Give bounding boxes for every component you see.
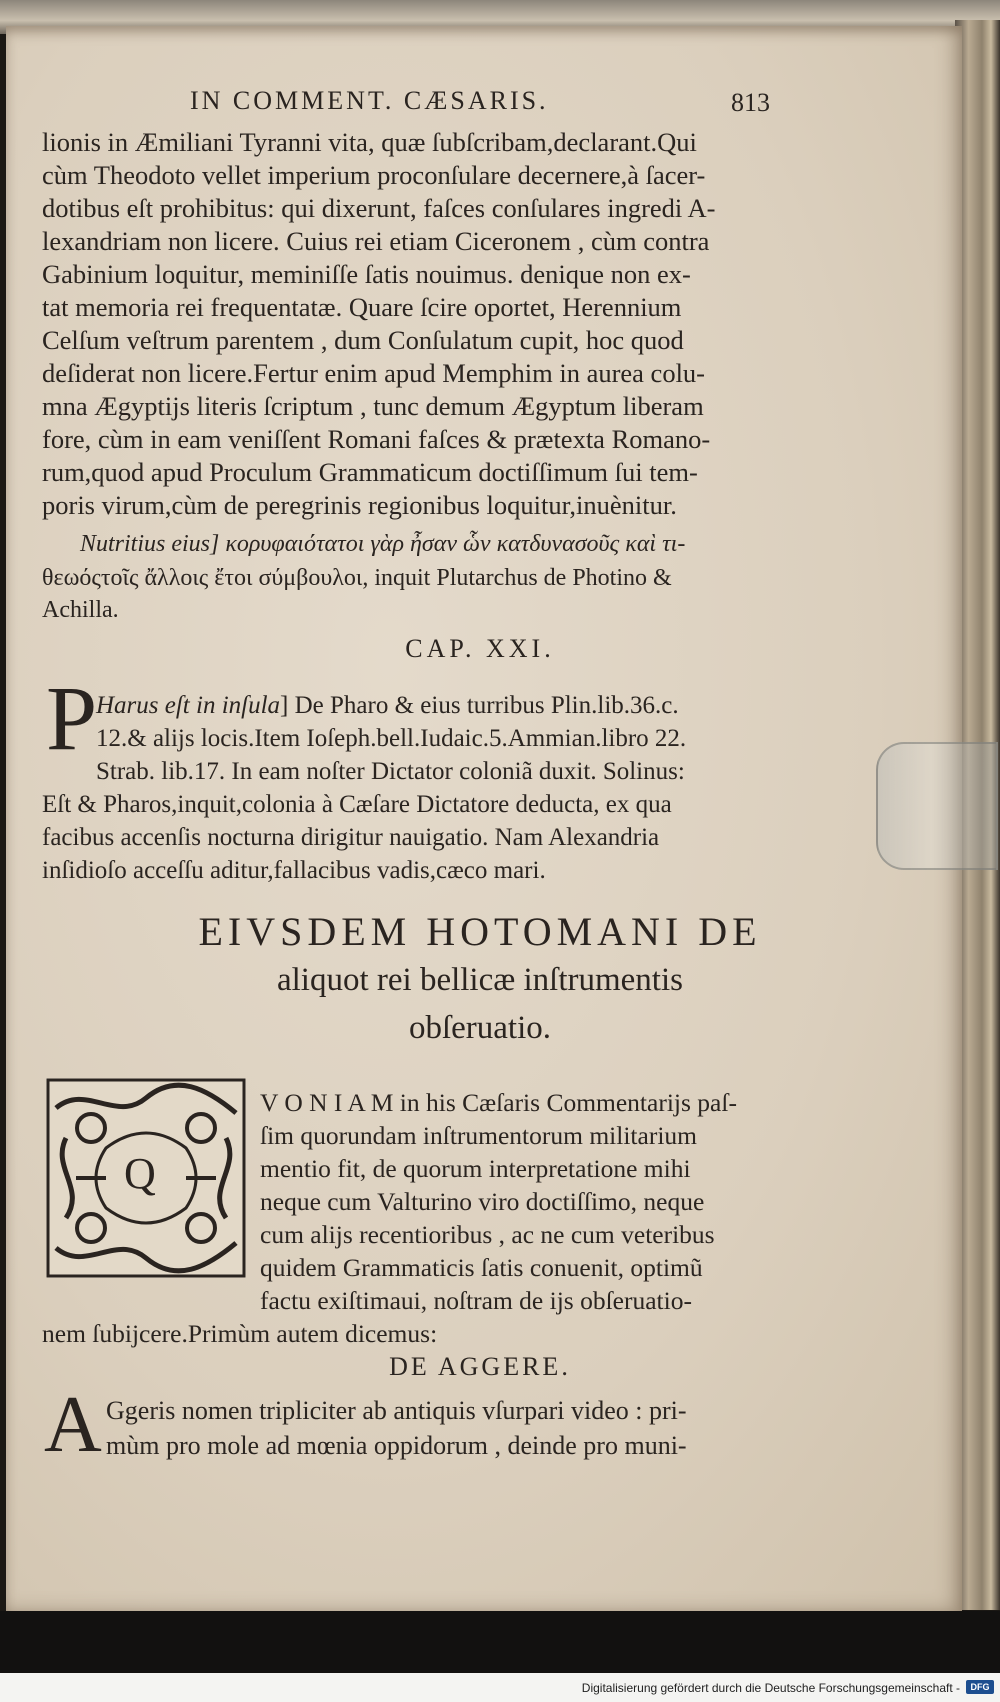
chapter-line-rest: ] De Pharo & eius turribus Plin.lib.36.c.: [280, 692, 679, 719]
footer-bar: [0, 1673, 1000, 1702]
treatise-line: quidem Grammaticis ſatis conuenit, optimũ: [260, 1253, 703, 1282]
section-heading: DE AGGERE.: [389, 1352, 571, 1381]
body-line: rum,quod apud Proculum Grammaticum doctiſſimum ſui tem-: [42, 457, 698, 487]
treatise-line: V O N I A M in his Cæſaris Commentarijs paſ-: [260, 1088, 737, 1117]
ornamental-initial: [46, 1078, 246, 1278]
body-line: poris virum,cùm de peregrinis regionibus loquitur,inuènitur.: [42, 490, 677, 520]
running-title: IN COMMENT. CÆSARIS.: [190, 86, 549, 115]
treatise-subtitle: aliquot rei bellicæ inſtrumentis: [276, 962, 683, 998]
body-line: Celſum veſtrum parentem , dum Conſulatum cupit, hoc quod: [42, 325, 684, 355]
body-line: lexandriam non licere. Cuius rei etiam Ciceronem , cùm contra: [42, 226, 710, 256]
body-line: dotibus eſt prohibitus: qui dixerunt, faſces conſulares ingredi A-: [42, 193, 716, 223]
note-line: Achilla.: [42, 597, 119, 623]
section-initial: A: [44, 1381, 102, 1469]
note-greek: ] κορυφαιότατοι γὰρ ἦσαν ὧν κατδυνασοῦς καὶ τι-: [210, 531, 686, 557]
note-line: θεωόςτοῖς ἄλλοις ἔτοι σύμβουλοι, inquit Plutarchus de Photino &: [42, 565, 672, 591]
treatise-title: EIVSDEM HOTOMANI DE: [198, 909, 762, 954]
chapter-line: Eſt & Pharos,inquit,colonia à Cæſare Dictatore deducta, ex qua: [42, 791, 672, 818]
note-lemma: Nutritius eius: [80, 531, 211, 557]
body-line: cùm Theodoto vellet imperium proconſulare decernere,à ſacer-: [42, 160, 706, 190]
chapter-line: Strab. lib.17. In eam noſter Dictator coloniã duxit. Solinus:: [96, 758, 685, 785]
body-line: deſiderat non licere.Fertur enim apud Memphim in aurea colu-: [42, 358, 706, 388]
body-line: Gabinium loquitur, meminiſſe ſatis nouimus. denique non ex-: [42, 259, 691, 289]
body-line: lionis in Æmiliani Tyranni vita, quæ ſubſcribam,declarant.Qui: [42, 127, 697, 157]
chapter-heading: CAP. XXI.: [405, 634, 555, 663]
dfg-logo-icon: DFG: [966, 1680, 994, 1694]
treatise-subtitle: obſeruatio.: [408, 1010, 552, 1046]
section-line: Ggeris nomen tripliciter ab antiquis vſurpari video : pri-: [106, 1396, 687, 1425]
body-line: tat memoria rei frequentatæ. Quare ſcire oportet, Herennium: [42, 292, 682, 322]
chapter-lemma: Harus eſt in inſula: [96, 692, 281, 719]
chapter-line: inſidioſo acceſſu aditur,fallacibus vadis,cæco mari.: [42, 857, 546, 884]
chapter-line: facibus accenſis nocturna dirigitur nauigatio. Nam Alexandria: [42, 824, 660, 851]
scan-background: [0, 1611, 1000, 1673]
treatise-line: factu exiſtimaui, noſtram de ijs obſeruatio-: [260, 1286, 692, 1315]
treatise-line: mentio fit, de quorum interpretatione mihi: [260, 1154, 691, 1183]
page-number: 813: [731, 88, 770, 117]
note-line: [80, 528, 685, 560]
funding-credit: Digitalisierung gefördert durch die Deutsche Forschungsgemeinschaft -: [581, 1681, 960, 1695]
treatise-line: nem ſubijcere.Primùm autem dicemus:: [42, 1319, 438, 1348]
chapter-line: [96, 690, 679, 722]
ornament-letter: Q: [124, 1149, 156, 1198]
page-clip: [876, 742, 998, 870]
body-line: fore, cùm in eam veniſſent Romani faſces & prætexta Romano-: [42, 424, 711, 454]
chapter-initial: P: [46, 667, 98, 769]
treatise-line: neque cum Valturino viro doctiſſimo, neque: [260, 1187, 705, 1216]
chapter-line: 12.& alijs locis.Item Ioſeph.bell.Iudaic.5.Ammian.libro 22.: [96, 725, 687, 752]
treatise-line: ſim quorundam inſtrumentorum militarium: [260, 1121, 697, 1150]
section-line: mùm pro mole ad mœnia oppidorum , deinde pro muni-: [106, 1431, 687, 1460]
body-line: mna Ægyptijs literis ſcriptum , tunc demum Ægyptum liberam: [42, 391, 704, 421]
treatise-line: cum alijs recentioribus , ac ne cum veteribus: [260, 1220, 715, 1249]
